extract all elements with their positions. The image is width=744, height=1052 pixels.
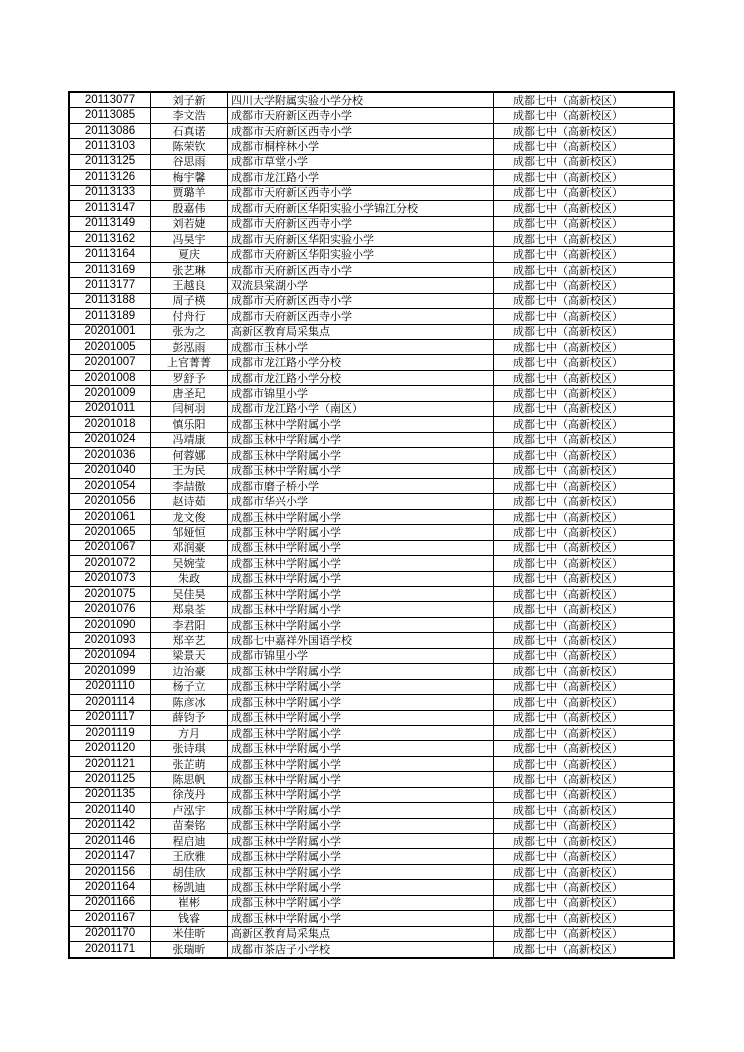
destination-cell: 成都七中（高新校区）: [494, 324, 675, 339]
destination-cell: 成都七中（高新校区）: [494, 725, 675, 740]
table-row: [69, 664, 674, 679]
student-name-cell: 边治豪: [151, 664, 228, 679]
destination-cell: 成都七中（高新校区）: [494, 463, 675, 478]
school-cell: 成都市华兴小学: [228, 494, 494, 509]
student-name-cell: 彭泓雨: [151, 340, 228, 355]
student-id-cell: 20201166: [69, 895, 151, 910]
student-name-cell: 唐圣玘: [151, 386, 228, 401]
school-cell: 成都玉林中学附属小学: [228, 602, 494, 617]
table-row: [69, 679, 674, 694]
student-name-cell: 胡佳欣: [151, 864, 228, 879]
table-row: [69, 139, 674, 154]
school-cell: 成都市磨子桥小学: [228, 478, 494, 493]
destination-cell: 成都七中（高新校区）: [494, 123, 675, 138]
school-cell: 成都市锦里小学: [228, 648, 494, 663]
table-row: [69, 478, 674, 493]
school-cell: 高新区教育局采集点: [228, 926, 494, 941]
student-id-cell: 20113147: [69, 201, 151, 216]
destination-cell: 成都七中（高新校区）: [494, 509, 675, 524]
student-id-cell: 20201040: [69, 463, 151, 478]
school-cell: 成都市玉林小学: [228, 340, 494, 355]
student-id-cell: 20201093: [69, 633, 151, 648]
school-cell: 成都玉林中学附属小学: [228, 818, 494, 833]
student-id-cell: 20113149: [69, 216, 151, 231]
destination-cell: 成都七中（高新校区）: [494, 170, 675, 185]
school-cell: 成都市天府新区西寺小学: [228, 108, 494, 123]
destination-cell: 成都七中（高新校区）: [494, 895, 675, 910]
student-name-cell: 苗秦铭: [151, 818, 228, 833]
student-id-cell: 20201170: [69, 926, 151, 941]
destination-cell: 成都七中（高新校区）: [494, 926, 675, 941]
school-cell: 成都玉林中学附属小学: [228, 864, 494, 879]
school-cell: 成都玉林中学附属小学: [228, 617, 494, 632]
student-name-cell: 李喆傲: [151, 478, 228, 493]
school-cell: 成都市天府新区华阳实验小学锦江分校: [228, 201, 494, 216]
destination-cell: 成都七中（高新校区）: [494, 355, 675, 370]
student-id-cell: 20113189: [69, 309, 151, 324]
student-name-cell: 刘子新: [151, 92, 228, 108]
destination-cell: 成都七中（高新校区）: [494, 756, 675, 771]
student-id-cell: 20201011: [69, 401, 151, 416]
destination-cell: 成都七中（高新校区）: [494, 540, 675, 555]
school-cell: 成都玉林中学附属小学: [228, 756, 494, 771]
student-id-cell: 20201119: [69, 725, 151, 740]
destination-cell: 成都七中（高新校区）: [494, 494, 675, 509]
table-row: [69, 880, 674, 895]
student-name-cell: 贾璐羊: [151, 185, 228, 200]
destination-cell: 成都七中（高新校区）: [494, 803, 675, 818]
student-name-cell: 张诗琪: [151, 741, 228, 756]
student-name-cell: 罗舒予: [151, 370, 228, 385]
student-name-cell: 陈彦冰: [151, 695, 228, 710]
school-cell: 成都玉林中学附属小学: [228, 849, 494, 864]
student-id-cell: 20201171: [69, 942, 151, 958]
table-row: [69, 293, 674, 308]
table-row: [69, 309, 674, 324]
student-id-cell: 20201121: [69, 756, 151, 771]
student-id-cell: 20201135: [69, 787, 151, 802]
table-row: [69, 340, 674, 355]
school-cell: 成都七中嘉祥外国语学校: [228, 633, 494, 648]
school-cell: 成都市天府新区西寺小学: [228, 216, 494, 231]
student-id-cell: 20201024: [69, 432, 151, 447]
table-row: [69, 725, 674, 740]
student-id-cell: 20201156: [69, 864, 151, 879]
school-cell: 成都玉林中学附属小学: [228, 664, 494, 679]
student-name-cell: 邓润豪: [151, 540, 228, 555]
student-id-cell: 20201142: [69, 818, 151, 833]
student-name-cell: 何蓉娜: [151, 448, 228, 463]
student-name-cell: 冯昊宇: [151, 231, 228, 246]
student-id-cell: 20201090: [69, 617, 151, 632]
student-name-cell: 王越良: [151, 278, 228, 293]
destination-cell: 成都七中（高新校区）: [494, 262, 675, 277]
school-cell: 成都玉林中学附属小学: [228, 880, 494, 895]
destination-cell: 成都七中（高新校区）: [494, 247, 675, 262]
table-row: [69, 849, 674, 864]
student-id-cell: 20201054: [69, 478, 151, 493]
destination-cell: 成都七中（高新校区）: [494, 571, 675, 586]
destination-cell: 成都七中（高新校区）: [494, 648, 675, 663]
destination-cell: 成都七中（高新校区）: [494, 864, 675, 879]
student-name-cell: 米佳昕: [151, 926, 228, 941]
destination-cell: 成都七中（高新校区）: [494, 92, 675, 108]
student-name-cell: 郑辛艺: [151, 633, 228, 648]
student-id-cell: 20201009: [69, 386, 151, 401]
table-row: [69, 123, 674, 138]
student-id-cell: 20201036: [69, 448, 151, 463]
student-name-cell: 梁景天: [151, 648, 228, 663]
school-cell: 成都玉林中学附属小学: [228, 463, 494, 478]
student-name-cell: 崔彬: [151, 895, 228, 910]
school-cell: 高新区教育局采集点: [228, 324, 494, 339]
destination-cell: 成都七中（高新校区）: [494, 478, 675, 493]
table-row: [69, 247, 674, 262]
table-row: [69, 525, 674, 540]
student-id-cell: 20201076: [69, 602, 151, 617]
student-name-cell: 朱政: [151, 571, 228, 586]
student-id-cell: 20201110: [69, 679, 151, 694]
destination-cell: 成都七中（高新校区）: [494, 231, 675, 246]
destination-cell: 成都七中（高新校区）: [494, 108, 675, 123]
student-name-cell: 慎乐阳: [151, 417, 228, 432]
table-row: [69, 818, 674, 833]
school-cell: 成都玉林中学附属小学: [228, 556, 494, 571]
student-name-cell: 刘若婕: [151, 216, 228, 231]
destination-cell: 成都七中（高新校区）: [494, 880, 675, 895]
student-name-cell: 付舟行: [151, 309, 228, 324]
student-name-cell: 王为民: [151, 463, 228, 478]
destination-cell: 成都七中（高新校区）: [494, 432, 675, 447]
table-row: [69, 201, 674, 216]
student-id-cell: 20113162: [69, 231, 151, 246]
student-id-cell: 20201018: [69, 417, 151, 432]
destination-cell: 成都七中（高新校区）: [494, 679, 675, 694]
school-cell: 成都市龙江路小学分校: [228, 355, 494, 370]
student-name-cell: 张芷萌: [151, 756, 228, 771]
student-id-cell: 20201140: [69, 803, 151, 818]
table-row: [69, 741, 674, 756]
school-cell: 成都市天府新区华阳实验小学: [228, 247, 494, 262]
table-row: [69, 633, 674, 648]
destination-cell: 成都七中（高新校区）: [494, 139, 675, 154]
school-cell: 成都市天府新区西寺小学: [228, 123, 494, 138]
destination-cell: 成都七中（高新校区）: [494, 417, 675, 432]
table-body: [69, 92, 674, 958]
school-cell: 成都玉林中学附属小学: [228, 741, 494, 756]
destination-cell: 成都七中（高新校区）: [494, 370, 675, 385]
student-id-cell: 20201094: [69, 648, 151, 663]
school-cell: 成都玉林中学附属小学: [228, 895, 494, 910]
school-cell: 成都玉林中学附属小学: [228, 725, 494, 740]
school-cell: 成都市天府新区西寺小学: [228, 309, 494, 324]
student-id-cell: 20201164: [69, 880, 151, 895]
student-id-cell: 20113085: [69, 108, 151, 123]
student-id-cell: 20113103: [69, 139, 151, 154]
school-cell: 成都玉林中学附属小学: [228, 448, 494, 463]
destination-cell: 成都七中（高新校区）: [494, 309, 675, 324]
table-row: [69, 556, 674, 571]
school-cell: 成都市天府新区西寺小学: [228, 293, 494, 308]
school-cell: 成都市天府新区西寺小学: [228, 185, 494, 200]
table-row: [69, 154, 674, 169]
table-row: [69, 587, 674, 602]
school-cell: 成都玉林中学附属小学: [228, 417, 494, 432]
school-cell: 成都玉林中学附属小学: [228, 834, 494, 849]
student-id-cell: 20201146: [69, 834, 151, 849]
student-id-cell: 20113077: [69, 92, 151, 108]
school-cell: 成都市天府新区西寺小学: [228, 262, 494, 277]
table-row: [69, 170, 674, 185]
school-cell: 成都玉林中学附属小学: [228, 571, 494, 586]
destination-cell: 成都七中（高新校区）: [494, 154, 675, 169]
table-row: [69, 911, 674, 926]
table-row: [69, 216, 674, 231]
student-name-cell: 龙文俊: [151, 509, 228, 524]
table-row: [69, 864, 674, 879]
table-row: [69, 417, 674, 432]
student-name-cell: 闫柯羽: [151, 401, 228, 416]
student-name-cell: 薛钧予: [151, 710, 228, 725]
destination-cell: 成都七中（高新校区）: [494, 834, 675, 849]
table-row: [69, 756, 674, 771]
student-id-cell: 20201001: [69, 324, 151, 339]
student-name-cell: 夏庆: [151, 247, 228, 262]
student-id-cell: 20201072: [69, 556, 151, 571]
table-row: [69, 926, 674, 941]
school-cell: 成都市锦里小学: [228, 386, 494, 401]
table-row: [69, 448, 674, 463]
destination-cell: 成都七中（高新校区）: [494, 787, 675, 802]
destination-cell: 成都七中（高新校区）: [494, 772, 675, 787]
school-cell: 成都市天府新区华阳实验小学: [228, 231, 494, 246]
table-row: [69, 509, 674, 524]
table-row: [69, 602, 674, 617]
student-name-cell: 郑泉荃: [151, 602, 228, 617]
destination-cell: 成都七中（高新校区）: [494, 617, 675, 632]
table-row: [69, 648, 674, 663]
student-id-cell: 20113126: [69, 170, 151, 185]
school-cell: 成都市草堂小学: [228, 154, 494, 169]
table-row: [69, 370, 674, 385]
student-name-cell: 程启迪: [151, 834, 228, 849]
table-row: [69, 463, 674, 478]
table-row: [69, 401, 674, 416]
student-name-cell: 陈荣钦: [151, 139, 228, 154]
table-row: [69, 494, 674, 509]
school-cell: 成都玉林中学附属小学: [228, 587, 494, 602]
table-row: [69, 571, 674, 586]
destination-cell: 成都七中（高新校区）: [494, 556, 675, 571]
school-cell: 成都玉林中学附属小学: [228, 679, 494, 694]
destination-cell: 成都七中（高新校区）: [494, 633, 675, 648]
destination-cell: 成都七中（高新校区）: [494, 185, 675, 200]
destination-cell: 成都七中（高新校区）: [494, 340, 675, 355]
destination-cell: 成都七中（高新校区）: [494, 401, 675, 416]
student-id-cell: 20201073: [69, 571, 151, 586]
table-row: [69, 432, 674, 447]
table-row: [69, 942, 674, 958]
school-cell: 成都市桐梓林小学: [228, 139, 494, 154]
student-id-cell: 20201099: [69, 664, 151, 679]
destination-cell: 成都七中（高新校区）: [494, 278, 675, 293]
school-cell: 成都市龙江路小学: [228, 170, 494, 185]
student-name-cell: 周子楧: [151, 293, 228, 308]
table-row: [69, 772, 674, 787]
student-name-cell: 冯靖康: [151, 432, 228, 447]
table-row: [69, 834, 674, 849]
table-row: [69, 617, 674, 632]
destination-cell: 成都七中（高新校区）: [494, 587, 675, 602]
destination-cell: 成都七中（高新校区）: [494, 741, 675, 756]
destination-cell: 成都七中（高新校区）: [494, 525, 675, 540]
student-name-cell: 杨凯迪: [151, 880, 228, 895]
table-row: [69, 787, 674, 802]
student-name-cell: 赵诗茹: [151, 494, 228, 509]
student-id-cell: 20113188: [69, 293, 151, 308]
student-name-cell: 李文浩: [151, 108, 228, 123]
student-name-cell: 梅宇馨: [151, 170, 228, 185]
student-name-cell: 卢泓宇: [151, 803, 228, 818]
table-row: [69, 108, 674, 123]
student-id-cell: 20201167: [69, 911, 151, 926]
destination-cell: 成都七中（高新校区）: [494, 293, 675, 308]
student-id-cell: 20113125: [69, 154, 151, 169]
student-list-table: [68, 91, 675, 959]
school-cell: 成都玉林中学附属小学: [228, 787, 494, 802]
student-id-cell: 20201005: [69, 340, 151, 355]
table-row: [69, 278, 674, 293]
school-cell: 成都玉林中学附属小学: [228, 911, 494, 926]
table-row: [69, 92, 674, 108]
student-name-cell: 吴婉莹: [151, 556, 228, 571]
destination-cell: 成都七中（高新校区）: [494, 664, 675, 679]
student-id-cell: 20201008: [69, 370, 151, 385]
school-cell: 成都玉林中学附属小学: [228, 432, 494, 447]
student-name-cell: 徐茂丹: [151, 787, 228, 802]
student-name-cell: 方月: [151, 725, 228, 740]
student-name-cell: 李君阳: [151, 617, 228, 632]
student-id-cell: 20113133: [69, 185, 151, 200]
student-id-cell: 20201007: [69, 355, 151, 370]
school-cell: 成都市龙江路小学分校: [228, 370, 494, 385]
destination-cell: 成都七中（高新校区）: [494, 911, 675, 926]
student-id-cell: 20201147: [69, 849, 151, 864]
table-row: [69, 231, 674, 246]
destination-cell: 成都七中（高新校区）: [494, 216, 675, 231]
student-id-cell: 20201056: [69, 494, 151, 509]
school-cell: 成都玉林中学附属小学: [228, 803, 494, 818]
destination-cell: 成都七中（高新校区）: [494, 818, 675, 833]
destination-cell: 成都七中（高新校区）: [494, 448, 675, 463]
school-cell: 成都玉林中学附属小学: [228, 695, 494, 710]
student-name-cell: 上官菁菁: [151, 355, 228, 370]
student-id-cell: 20201065: [69, 525, 151, 540]
table-row: [69, 185, 674, 200]
school-cell: 成都市茶店子小学校: [228, 942, 494, 958]
table-row: [69, 386, 674, 401]
student-name-cell: 殷嘉伟: [151, 201, 228, 216]
destination-cell: 成都七中（高新校区）: [494, 710, 675, 725]
table-row: [69, 262, 674, 277]
student-name-cell: 谷思雨: [151, 154, 228, 169]
student-id-cell: 20113169: [69, 262, 151, 277]
table-row: [69, 355, 674, 370]
destination-cell: 成都七中（高新校区）: [494, 695, 675, 710]
student-id-cell: 20201114: [69, 695, 151, 710]
student-id-cell: 20201117: [69, 710, 151, 725]
student-id-cell: 20201120: [69, 741, 151, 756]
table-row: [69, 540, 674, 555]
table-row: [69, 695, 674, 710]
school-cell: 四川大学附属实验小学分校: [228, 92, 494, 108]
destination-cell: 成都七中（高新校区）: [494, 602, 675, 617]
student-name-cell: 张瑞昕: [151, 942, 228, 958]
school-cell: 成都玉林中学附属小学: [228, 525, 494, 540]
student-id-cell: 20113177: [69, 278, 151, 293]
student-id-cell: 20201075: [69, 587, 151, 602]
student-name-cell: 石真诺: [151, 123, 228, 138]
student-name-cell: 张艺琳: [151, 262, 228, 277]
table-row: [69, 895, 674, 910]
destination-cell: 成都七中（高新校区）: [494, 942, 675, 958]
student-name-cell: 王欣雅: [151, 849, 228, 864]
student-name-cell: 邹娅恒: [151, 525, 228, 540]
student-name-cell: 杨子立: [151, 679, 228, 694]
table-row: [69, 324, 674, 339]
table-row: [69, 710, 674, 725]
school-cell: 成都市龙江路小学（南区）: [228, 401, 494, 416]
destination-cell: 成都七中（高新校区）: [494, 386, 675, 401]
school-cell: 成都玉林中学附属小学: [228, 710, 494, 725]
student-id-cell: 20201067: [69, 540, 151, 555]
table-row: [69, 803, 674, 818]
student-name-cell: 陈思帆: [151, 772, 228, 787]
student-name-cell: 吴佳昊: [151, 587, 228, 602]
destination-cell: 成都七中（高新校区）: [494, 849, 675, 864]
student-name-cell: 钱睿: [151, 911, 228, 926]
student-id-cell: 20201061: [69, 509, 151, 524]
school-cell: 成都玉林中学附属小学: [228, 772, 494, 787]
student-name-cell: 张为之: [151, 324, 228, 339]
destination-cell: 成都七中（高新校区）: [494, 201, 675, 216]
student-id-cell: 20113086: [69, 123, 151, 138]
school-cell: 双流县棠湖小学: [228, 278, 494, 293]
student-id-cell: 20201125: [69, 772, 151, 787]
student-id-cell: 20113164: [69, 247, 151, 262]
school-cell: 成都玉林中学附属小学: [228, 540, 494, 555]
school-cell: 成都玉林中学附属小学: [228, 509, 494, 524]
